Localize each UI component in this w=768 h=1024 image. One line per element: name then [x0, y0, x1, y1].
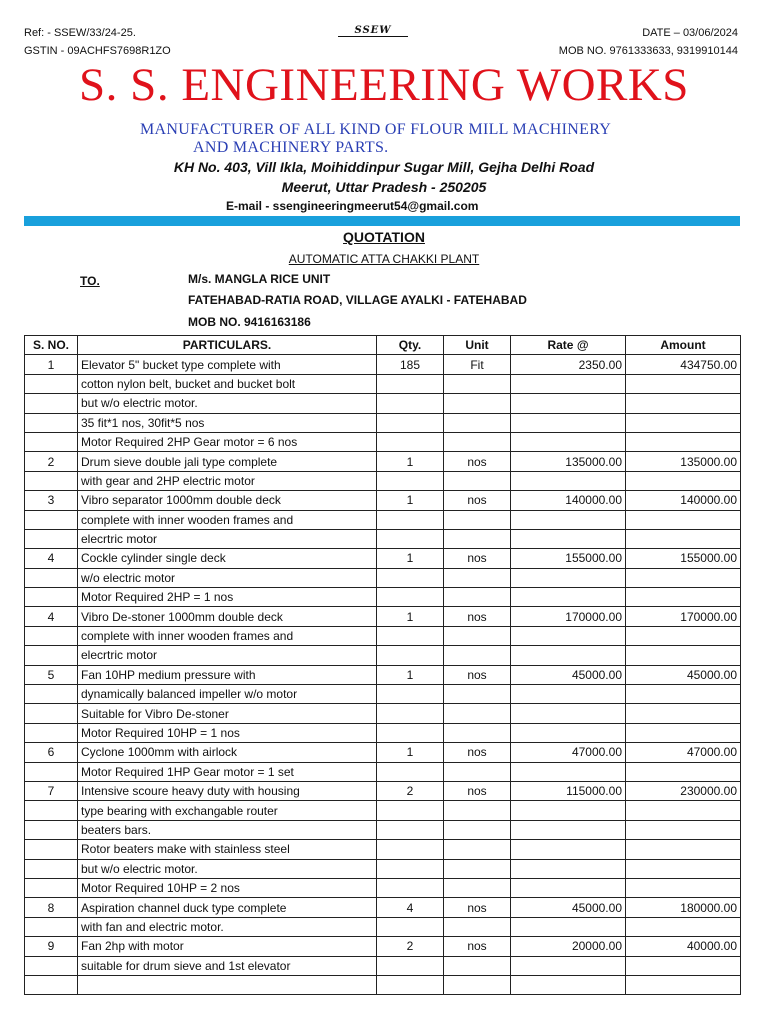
- cell-amount: [626, 394, 741, 413]
- cell-sno: [25, 471, 78, 490]
- cell-amount: [626, 956, 741, 975]
- column-header-rate: Rate @: [511, 336, 626, 355]
- table-row: [25, 432, 741, 451]
- cell-amount: [626, 840, 741, 859]
- cell-qty: [377, 510, 444, 529]
- cell-qty: 2: [377, 781, 444, 800]
- cell-particulars: complete with inner wooden frames and: [78, 626, 377, 645]
- cell-amount: [626, 820, 741, 839]
- cell-amount: 135000.00: [626, 452, 741, 471]
- cell-unit: [444, 646, 511, 665]
- cell-rate: [511, 956, 626, 975]
- quotation-items-table: [24, 335, 741, 995]
- cell-particulars: w/o electric motor: [78, 568, 377, 587]
- cell-unit: [444, 801, 511, 820]
- cell-rate: [511, 801, 626, 820]
- cell-unit: [444, 394, 511, 413]
- cell-particulars: Motor Required 2HP = 1 nos: [78, 588, 377, 607]
- cell-particulars: [78, 975, 377, 994]
- cell-particulars: Aspiration channel duck type complete: [78, 898, 377, 917]
- cell-unit: nos: [444, 665, 511, 684]
- company-address-line-1: KH No. 403, Vill Ikla, Moihiddinpur Sugar Mill, Gejha Delhi Road: [173, 159, 595, 175]
- cell-sno: [25, 626, 78, 645]
- cell-unit: [444, 704, 511, 723]
- cell-unit: [444, 878, 511, 897]
- cell-unit: [444, 975, 511, 994]
- company-mobile: MOB NO. 9761333633, 9319910144: [558, 45, 738, 57]
- cell-particulars: type bearing with exchangable router: [78, 801, 377, 820]
- cell-amount: [626, 588, 741, 607]
- cell-rate: [511, 859, 626, 878]
- cell-amount: 47000.00: [626, 743, 741, 762]
- cell-sno: [25, 413, 78, 432]
- cell-amount: [626, 432, 741, 451]
- cell-particulars: but w/o electric motor.: [78, 859, 377, 878]
- cell-rate: [511, 685, 626, 704]
- table-header-row: [25, 336, 741, 355]
- cell-amount: [626, 878, 741, 897]
- cell-amount: [626, 975, 741, 994]
- cell-sno: [25, 704, 78, 723]
- cell-rate: [511, 646, 626, 665]
- cell-qty: 2: [377, 937, 444, 956]
- cell-particulars: Vibro separator 1000mm double deck: [78, 491, 377, 510]
- cell-amount: [626, 917, 741, 936]
- cell-rate: [511, 917, 626, 936]
- cell-sno: [25, 510, 78, 529]
- cell-rate: 45000.00: [511, 665, 626, 684]
- cell-particulars: Motor Required 10HP = 1 nos: [78, 723, 377, 742]
- cell-particulars: Fan 2hp with motor: [78, 937, 377, 956]
- cell-particulars: cotton nylon belt, bucket and bucket bolt: [78, 374, 377, 393]
- cell-qty: 1: [377, 549, 444, 568]
- cell-unit: nos: [444, 898, 511, 917]
- table-row: [25, 588, 741, 607]
- cell-unit: nos: [444, 743, 511, 762]
- table-row: [25, 917, 741, 936]
- cell-sno: 6: [25, 743, 78, 762]
- cell-rate: 20000.00: [511, 937, 626, 956]
- company-name: S. S. ENGINEERING WORKS: [79, 59, 689, 111]
- cell-sno: [25, 685, 78, 704]
- cell-sno: [25, 588, 78, 607]
- cell-rate: [511, 413, 626, 432]
- cell-amount: [626, 704, 741, 723]
- column-header-particulars: PARTICULARS.: [78, 336, 377, 355]
- cell-qty: [377, 723, 444, 742]
- cell-rate: 115000.00: [511, 781, 626, 800]
- cell-amount: 45000.00: [626, 665, 741, 684]
- cell-qty: [377, 626, 444, 645]
- cell-sno: [25, 646, 78, 665]
- cell-rate: [511, 762, 626, 781]
- cell-particulars: dynamically balanced impeller w/o motor: [78, 685, 377, 704]
- cell-sno: [25, 801, 78, 820]
- cell-qty: [377, 568, 444, 587]
- cell-unit: Fit: [444, 355, 511, 374]
- table-row: [25, 781, 741, 800]
- cell-rate: 45000.00: [511, 898, 626, 917]
- cell-unit: [444, 626, 511, 645]
- cell-amount: 180000.00: [626, 898, 741, 917]
- cell-rate: [511, 626, 626, 645]
- customer-name: M/s. MANGLA RICE UNIT: [188, 272, 331, 286]
- column-header-unit: Unit: [444, 336, 511, 355]
- company-email: E-mail - ssengineeringmeerut54@gmail.com: [226, 199, 479, 213]
- cell-rate: [511, 704, 626, 723]
- cell-amount: [626, 471, 741, 490]
- cell-rate: [511, 510, 626, 529]
- cell-unit: [444, 723, 511, 742]
- cell-particulars: Rotor beaters make with stainless steel: [78, 840, 377, 859]
- cell-rate: 135000.00: [511, 452, 626, 471]
- cell-amount: 40000.00: [626, 937, 741, 956]
- table-row: [25, 956, 741, 975]
- cell-particulars: complete with inner wooden frames and: [78, 510, 377, 529]
- cell-amount: [626, 646, 741, 665]
- table-row: [25, 975, 741, 994]
- table-row: [25, 394, 741, 413]
- column-header-sno: S. NO.: [25, 336, 78, 355]
- cell-unit: [444, 529, 511, 548]
- cell-sno: [25, 394, 78, 413]
- table-row: [25, 491, 741, 510]
- cell-unit: [444, 820, 511, 839]
- cell-particulars: elecrtric motor: [78, 646, 377, 665]
- column-header-qty: Qty.: [377, 336, 444, 355]
- table-row: [25, 471, 741, 490]
- company-logo-mark: SSEW: [338, 25, 408, 37]
- cell-sno: 4: [25, 607, 78, 626]
- cell-particulars: Cyclone 1000mm with airlock: [78, 743, 377, 762]
- cell-sno: [25, 975, 78, 994]
- cell-sno: [25, 917, 78, 936]
- table-row: [25, 685, 741, 704]
- cell-qty: [377, 840, 444, 859]
- cell-sno: [25, 820, 78, 839]
- cell-qty: [377, 646, 444, 665]
- cell-unit: [444, 917, 511, 936]
- cell-particulars: Intensive scoure heavy duty with housing: [78, 781, 377, 800]
- cell-unit: nos: [444, 937, 511, 956]
- cell-rate: [511, 723, 626, 742]
- cell-amount: [626, 413, 741, 432]
- table-row: [25, 820, 741, 839]
- cell-qty: [377, 685, 444, 704]
- table-row: [25, 937, 741, 956]
- table-row: [25, 704, 741, 723]
- cell-amount: 140000.00: [626, 491, 741, 510]
- cell-unit: [444, 471, 511, 490]
- cell-amount: [626, 626, 741, 645]
- cell-rate: [511, 820, 626, 839]
- table-row: [25, 549, 741, 568]
- cell-sno: [25, 432, 78, 451]
- cell-particulars: 35 fit*1 nos, 30fit*5 nos: [78, 413, 377, 432]
- cell-rate: [511, 840, 626, 859]
- cell-qty: [377, 801, 444, 820]
- cell-sno: 1: [25, 355, 78, 374]
- quotation-title: QUOTATION: [343, 229, 425, 245]
- cell-particulars: Vibro De-stoner 1000mm double deck: [78, 607, 377, 626]
- cell-unit: [444, 956, 511, 975]
- cell-particulars: suitable for drum sieve and 1st elevator: [78, 956, 377, 975]
- cell-sno: [25, 859, 78, 878]
- cell-rate: 155000.00: [511, 549, 626, 568]
- cell-sno: 8: [25, 898, 78, 917]
- cell-rate: [511, 471, 626, 490]
- cell-unit: [444, 840, 511, 859]
- cell-qty: [377, 975, 444, 994]
- table-row: [25, 568, 741, 587]
- table-row: [25, 374, 741, 393]
- cell-particulars: Motor Required 1HP Gear motor = 1 set: [78, 762, 377, 781]
- cell-rate: [511, 394, 626, 413]
- quotation-subtitle: AUTOMATIC ATTA CHAKKI PLANT: [288, 252, 480, 266]
- table-row: [25, 840, 741, 859]
- customer-address: FATEHABAD-RATIA ROAD, VILLAGE AYALKI - FATEHABAD: [188, 293, 527, 307]
- cell-unit: nos: [444, 452, 511, 471]
- cell-qty: 1: [377, 665, 444, 684]
- cell-amount: [626, 723, 741, 742]
- cell-rate: 47000.00: [511, 743, 626, 762]
- cell-qty: [377, 374, 444, 393]
- cell-particulars: Motor Required 2HP Gear motor = 6 nos: [78, 432, 377, 451]
- cell-sno: 2: [25, 452, 78, 471]
- cell-qty: [377, 956, 444, 975]
- cell-unit: [444, 588, 511, 607]
- cell-sno: [25, 878, 78, 897]
- table-row: [25, 859, 741, 878]
- cell-rate: 140000.00: [511, 491, 626, 510]
- cell-particulars: but w/o electric motor.: [78, 394, 377, 413]
- table-row: [25, 723, 741, 742]
- cell-unit: nos: [444, 549, 511, 568]
- cell-amount: [626, 510, 741, 529]
- company-address-line-2: Meerut, Uttar Pradesh - 250205: [281, 179, 487, 195]
- table-row: [25, 898, 741, 917]
- cell-qty: 4: [377, 898, 444, 917]
- table-row: [25, 801, 741, 820]
- cell-unit: nos: [444, 781, 511, 800]
- cell-rate: [511, 588, 626, 607]
- cell-qty: 185: [377, 355, 444, 374]
- cell-qty: [377, 820, 444, 839]
- table-row: [25, 626, 741, 645]
- cell-amount: [626, 685, 741, 704]
- cell-particulars: Elevator 5" bucket type complete with: [78, 355, 377, 374]
- cell-sno: [25, 723, 78, 742]
- company-tagline-line-1: MANUFACTURER OF ALL KIND OF FLOUR MILL MACHINERY: [140, 121, 612, 138]
- cell-amount: 434750.00: [626, 355, 741, 374]
- cell-unit: [444, 685, 511, 704]
- cell-rate: [511, 975, 626, 994]
- gstin-number: GSTIN - 09ACHFS7698R1ZO: [24, 45, 171, 57]
- cell-amount: 170000.00: [626, 607, 741, 626]
- cell-rate: [511, 529, 626, 548]
- company-tagline-line-2: AND MACHINERY PARTS.: [193, 139, 389, 156]
- table-row: [25, 762, 741, 781]
- cell-qty: [377, 704, 444, 723]
- cell-amount: 155000.00: [626, 549, 741, 568]
- customer-mobile: MOB NO. 9416163186: [188, 315, 311, 329]
- cell-qty: 1: [377, 491, 444, 510]
- cell-particulars: beaters bars.: [78, 820, 377, 839]
- cell-qty: 1: [377, 452, 444, 471]
- reference-number: Ref: - SSEW/33/24-25.: [24, 27, 136, 39]
- table-row: [25, 529, 741, 548]
- table-row: [25, 878, 741, 897]
- cell-sno: 3: [25, 491, 78, 510]
- table-row: [25, 452, 741, 471]
- cell-particulars: Drum sieve double jali type complete: [78, 452, 377, 471]
- cell-amount: [626, 529, 741, 548]
- cell-unit: [444, 374, 511, 393]
- cell-rate: 170000.00: [511, 607, 626, 626]
- to-label: TO.: [80, 274, 100, 288]
- cell-amount: [626, 568, 741, 587]
- cell-qty: [377, 917, 444, 936]
- cell-unit: [444, 568, 511, 587]
- cell-amount: [626, 859, 741, 878]
- cell-rate: [511, 568, 626, 587]
- cell-amount: [626, 801, 741, 820]
- cell-unit: [444, 413, 511, 432]
- cell-amount: [626, 374, 741, 393]
- cell-qty: [377, 762, 444, 781]
- cell-qty: [377, 432, 444, 451]
- cell-unit: [444, 859, 511, 878]
- quotation-date: DATE – 03/06/2024: [642, 27, 738, 39]
- column-header-amount: Amount: [626, 336, 741, 355]
- cell-unit: [444, 762, 511, 781]
- cell-sno: 9: [25, 937, 78, 956]
- cell-rate: [511, 878, 626, 897]
- cell-particulars: elecrtric motor: [78, 529, 377, 548]
- cell-particulars: Fan 10HP medium pressure with: [78, 665, 377, 684]
- cell-particulars: with fan and electric motor.: [78, 917, 377, 936]
- header-divider-bar: [24, 216, 740, 226]
- table-row: [25, 646, 741, 665]
- cell-sno: [25, 568, 78, 587]
- cell-sno: 5: [25, 665, 78, 684]
- cell-rate: [511, 374, 626, 393]
- table-row: [25, 355, 741, 374]
- cell-amount: [626, 762, 741, 781]
- cell-rate: [511, 432, 626, 451]
- table-row: [25, 743, 741, 762]
- cell-qty: [377, 529, 444, 548]
- table-row: [25, 510, 741, 529]
- table-row: [25, 607, 741, 626]
- cell-qty: [377, 588, 444, 607]
- cell-rate: 2350.00: [511, 355, 626, 374]
- cell-qty: 1: [377, 743, 444, 762]
- cell-qty: [377, 394, 444, 413]
- cell-particulars: with gear and 2HP electric motor: [78, 471, 377, 490]
- cell-sno: [25, 762, 78, 781]
- cell-particulars: Suitable for Vibro De-stoner: [78, 704, 377, 723]
- table-row: [25, 665, 741, 684]
- cell-qty: [377, 471, 444, 490]
- cell-qty: [377, 859, 444, 878]
- cell-sno: [25, 840, 78, 859]
- cell-qty: [377, 413, 444, 432]
- cell-qty: [377, 878, 444, 897]
- cell-sno: [25, 956, 78, 975]
- table-row: [25, 413, 741, 432]
- cell-unit: nos: [444, 607, 511, 626]
- cell-qty: 1: [377, 607, 444, 626]
- cell-sno: [25, 529, 78, 548]
- cell-amount: 230000.00: [626, 781, 741, 800]
- cell-unit: [444, 432, 511, 451]
- cell-unit: [444, 510, 511, 529]
- cell-unit: nos: [444, 491, 511, 510]
- cell-sno: 4: [25, 549, 78, 568]
- cell-sno: 7: [25, 781, 78, 800]
- cell-particulars: Cockle cylinder single deck: [78, 549, 377, 568]
- cell-particulars: Motor Required 10HP = 2 nos: [78, 878, 377, 897]
- cell-sno: [25, 374, 78, 393]
